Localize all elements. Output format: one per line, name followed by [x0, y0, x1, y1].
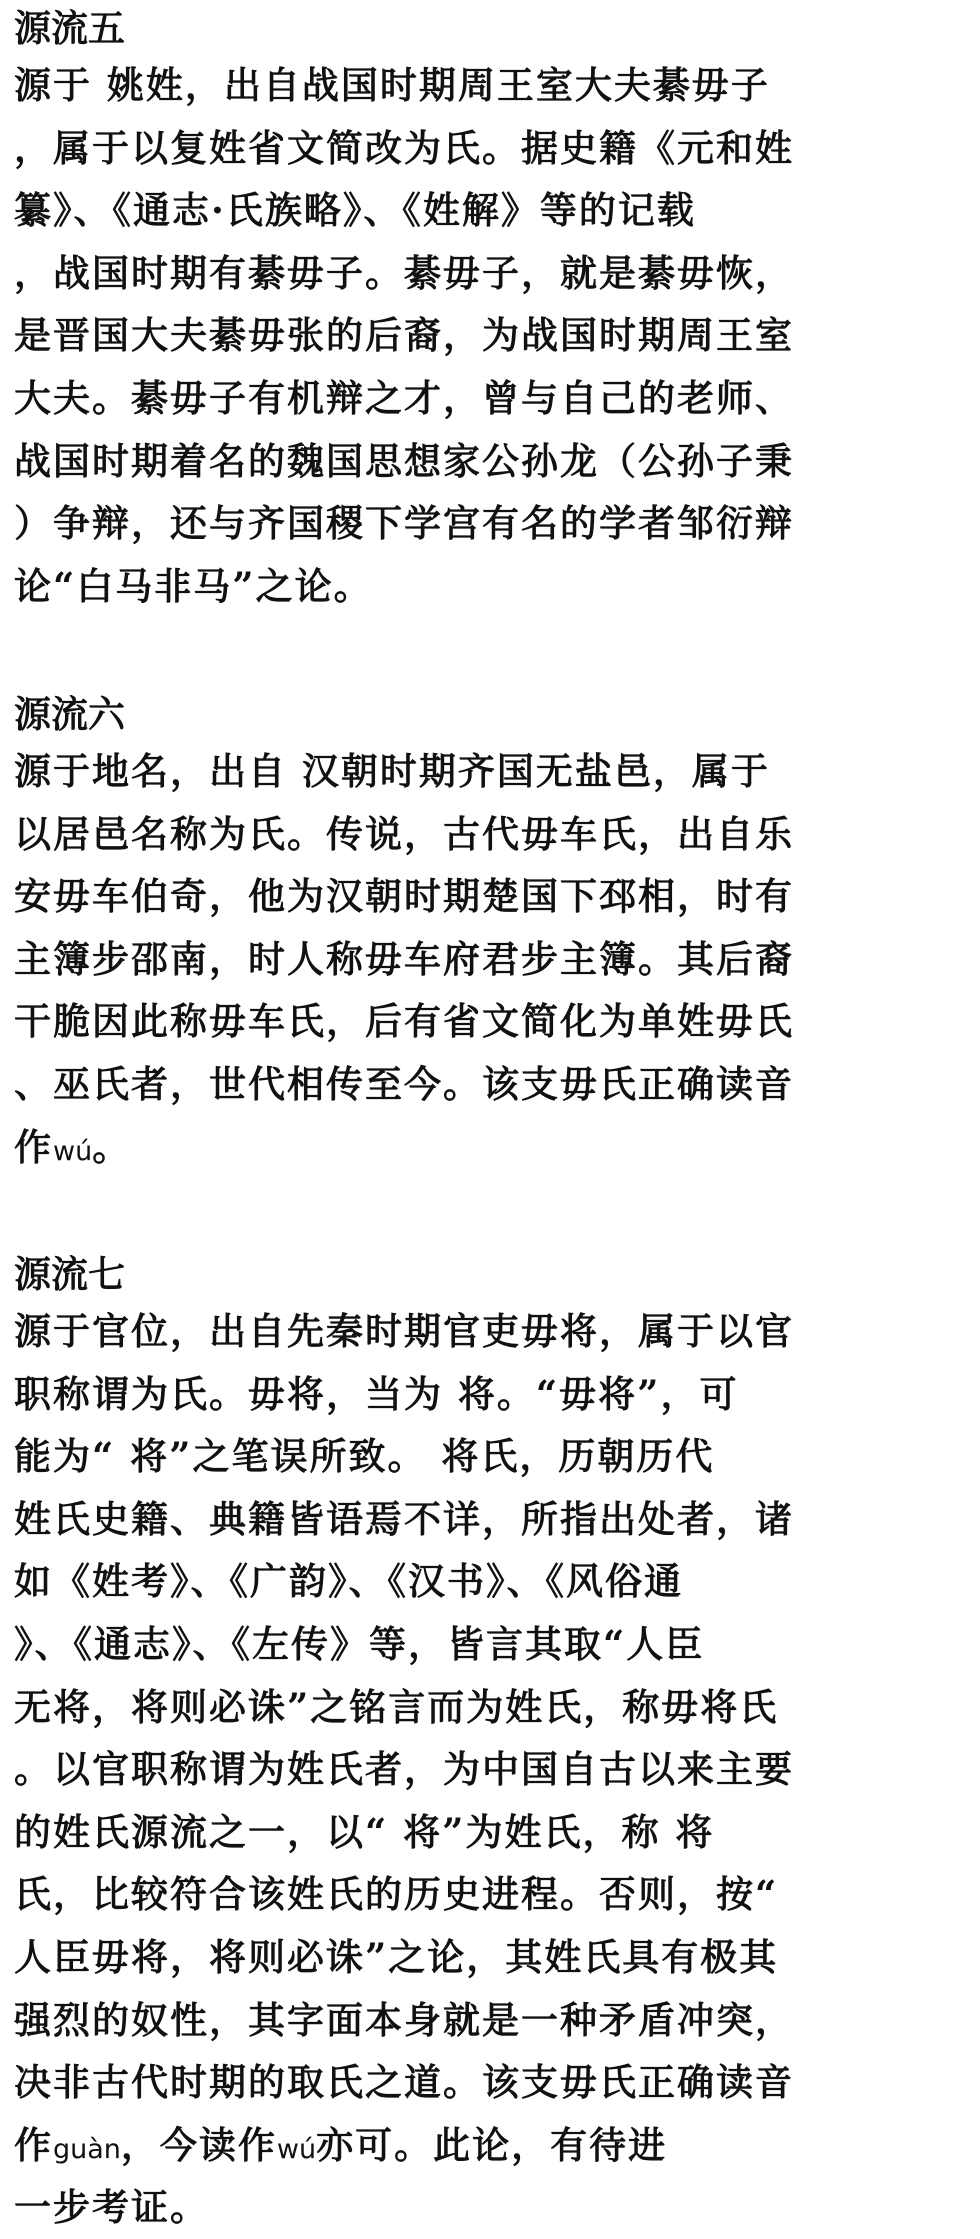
section-source-7	[14, 1248, 970, 2239]
text-line: 安毋车伯奇，他为汉朝时期楚国下邳相，时有	[14, 874, 794, 919]
section-source-5	[14, 2, 970, 617]
text-line: 决非古代时期的取氏之道。该支毋氏正确读音	[14, 2060, 794, 2105]
text-fragment: 。	[92, 1124, 132, 1169]
text-line: 源于官位，出自先秦时期官吏毋将，属于以官	[14, 1309, 794, 1353]
text-line: 、巫氏者，世代相传至今。该支毋氏正确读音	[14, 1061, 794, 1106]
text-line: 是晋国大夫綦毋张的后裔，为战国时期周王室	[14, 313, 794, 358]
text-line: 强烈的奴性，其字面本身就是一种矛盾冲突，	[14, 1997, 794, 2042]
text-line: 以居邑名称为氏。传说，古代毋车氏，出自乐	[14, 811, 794, 856]
text-line: 无将，将则必诛”之铭言而为姓氏，称毋将氏	[14, 1684, 779, 1729]
text-line: 姓氏史籍、典籍皆语焉不详，所指出处者，诸	[14, 1496, 794, 1541]
text-line: ，属于以复姓省文简改为氏。据史籍《元和姓	[14, 125, 794, 170]
pinyin-annotation: wú	[276, 2133, 317, 2165]
section-title: 源流六	[14, 692, 125, 736]
text-line: 战国时期着名的魏国思想家公孙龙（公孙子秉	[14, 438, 794, 483]
section-source-6	[14, 688, 970, 1178]
text-line: ）争辩，还与齐国稷下学宫有名的学者邹衍辩	[14, 501, 794, 546]
pinyin-annotation: guàn	[53, 2133, 121, 2165]
text-fragment: ，今读作	[120, 2122, 277, 2167]
text-fragment: 作	[14, 2122, 53, 2167]
text-line	[14, 1116, 970, 1179]
text-line: 源于地名，出自 汉朝时期齐国无盐邑，属于	[14, 749, 770, 793]
text-line: 论“白马非马”之论。	[14, 563, 373, 608]
text-line: 如《姓考》、《广韵》、《汉书》、《风俗通	[14, 1559, 683, 1604]
text-line: 主簿步邵南，时人称毋车府君步主簿。其后裔	[14, 936, 794, 981]
text-line: 。以官职称谓为姓氏者，为中国自古以来主要	[14, 1747, 794, 1792]
text-line: 》、《通志》、《左传》等，皆言其取“人臣	[14, 1621, 705, 1666]
text-line: 源于 姚姓，出自战国时期周王室大夫綦毋子	[14, 63, 770, 107]
text-line: 纂》、《通志·氏族略》、《姓解》等的记载	[14, 188, 696, 233]
text-line: 一步考证。	[14, 2185, 209, 2230]
text-line: ，战国时期有綦毋子。綦毋子，就是綦毋恢，	[14, 250, 794, 295]
text-line: 大夫。綦毋子有机辩之才，曾与自己的老师、	[14, 375, 794, 420]
section-title: 源流七	[14, 1252, 125, 1296]
pinyin-annotation: wú	[53, 1135, 93, 1167]
text-line	[14, 2114, 970, 2177]
text-line: 人臣毋将，将则必诛”之论，其姓氏具有极其	[14, 1934, 779, 1979]
text-line: 能为“ 将”之笔误所致。 将氏，历朝历代	[14, 1434, 715, 1479]
text-line: 氏，比较符合该姓氏的历史进程。否则，按“	[14, 1872, 779, 1917]
text-fragment: 作	[14, 1124, 53, 1169]
text-line: 的姓氏源流之一，以“ 将”为姓氏，称 将	[14, 1809, 715, 1854]
section-title: 源流五	[14, 6, 125, 50]
text-line: 职称谓为氏。毋将，当为 将。“毋将”，可	[14, 1371, 739, 1416]
text-line: 干脆因此称毋车氏，后有省文简化为单姓毋氏	[14, 999, 794, 1044]
text-fragment: 亦可。此论，有待进	[316, 2122, 668, 2167]
